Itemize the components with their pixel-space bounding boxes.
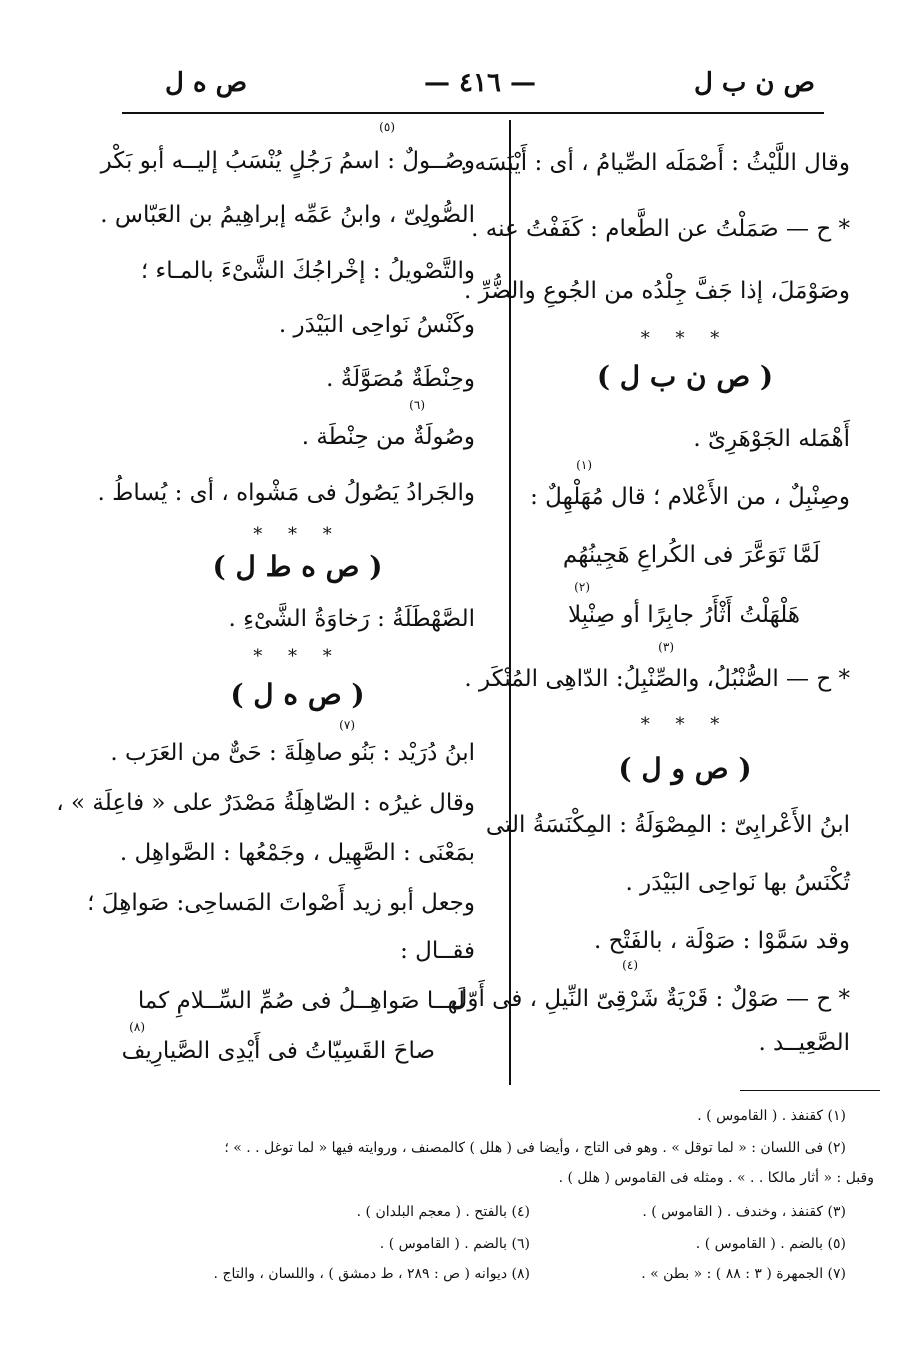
text-line: وقد سَمَّوْا : صَوْلَة ، بالفَتْح . xyxy=(594,928,850,954)
text-line: وصُــولٌ : اسمُ رَجُلٍ يُنْسَبُ إليــه أبو بَكْر xyxy=(100,148,475,174)
footnote-marker: (٤) xyxy=(622,958,638,972)
verse-line: هَلْهَلْتُ أَثْأَرُ جابِرًا أو صِنْبِلا xyxy=(567,602,800,628)
text-line: والتَّصْويلُ : إخْراجُكَ الشَّىْءَ بالمـاء ؛ xyxy=(140,258,475,284)
text-line: الصَّهْطَلَةُ : رَخاوَةُ الشَّىْءِ . xyxy=(228,606,475,632)
page-header xyxy=(120,68,820,108)
text-line: وحِنْطَةٌ مُصَوَّلَةٌ . xyxy=(326,366,475,392)
footnote-marker: (٣) xyxy=(658,640,674,654)
section-separator: * * * xyxy=(640,328,730,349)
footnote-rule xyxy=(740,1090,880,1091)
left-column xyxy=(56,120,475,1080)
right-column xyxy=(450,140,850,1080)
section-separator: * * * xyxy=(253,524,342,545)
text-line: وقال غيرُه : الصّاهِلَةُ مَصْدَرٌ على « فاعِلَة » ، xyxy=(56,790,475,816)
text-line: تُكْنَسُ بها نَواحِى البَيْدَر . xyxy=(625,870,850,896)
footnote: (٦) بالضم . ( القاموس ) . xyxy=(379,1236,530,1252)
footnote-marker: (٢) xyxy=(574,580,590,594)
text-line: * ح — الصُّنْبُلُ، والصِّنْبِلُ: الدّاهِى المُنْكَر . xyxy=(464,666,850,692)
verse-line: صاحَ القَسِيّاتُ فى أَيْدِى الصَّيارِيف xyxy=(121,1038,435,1064)
entry-heading: ( ص ه ط ل ) xyxy=(212,550,383,583)
footnote: (٢) فى اللسان : « لما توقل » . وهو فى التاج ، وأيضا فى ( هلل ) كالمصنف ، وروايته فيها « لما توغل . . » ؛ xyxy=(224,1140,846,1156)
text-line: * ح — صَمَلْتُ عن الطَّعام : كَفَفْتُ عنه . xyxy=(471,216,850,242)
text-line: ابنُ الأَعْرابِىّ : المِصْوَلَةُ : المِكْنَسَةُ التى xyxy=(485,812,850,838)
text-line: ابنُ دُرَيْد : بَنُو صاهِلَةَ : حَىٌّ من العَرَب . xyxy=(110,740,475,766)
text-line: وقال اللَّيْثُ : أَصْمَلَه الصِّيامُ ، أى : أَيْبَسَه . xyxy=(459,150,850,176)
verse-line: لَهــا صَواهِــلُ فى صُمِّ السِّــلامِ كما xyxy=(137,988,465,1014)
text-line: الصَّعِيــد . xyxy=(758,1030,850,1056)
text-line: أَهْمَله الجَوْهَرِىّ . xyxy=(693,426,850,452)
entry-heading: ( ص ن ب ل ) xyxy=(596,360,774,393)
footnote-marker: (٨) xyxy=(129,1020,145,1034)
text-line: وصِنْبِلٌ ، من الأَعْلام ؛ قال مُهَلْهِلٌ : xyxy=(530,484,850,510)
footnote: (٥) بالضم . ( القاموس ) . xyxy=(695,1236,846,1252)
header-left-root: ص ه ل xyxy=(165,68,248,98)
text-line: الصُّولِىّ ، وابنُ عَمِّه إبراهِيمُ بن العَبّاس . xyxy=(100,202,475,228)
footnote: (١) كقنفذ . ( القاموس ) . xyxy=(697,1108,846,1124)
header-rule xyxy=(122,112,824,114)
section-separator: * * * xyxy=(640,714,730,735)
text-line: فقــال : xyxy=(400,938,475,964)
text-line: والجَرادُ يَصُولُ فى مَشْواه ، أى : يُساطُ . xyxy=(97,480,475,506)
text-line: * ح — صَوْلٌ : قَرْيَةٌ شَرْقِىّ النِّيلِ ، فى أَوّل xyxy=(450,986,850,1012)
verse-line: لَمَّا تَوَعَّرَ فى الكُراعِ هَجِينُهُم xyxy=(562,542,820,568)
footnote: (٨) ديوانه ( ص : ٢٨٩ ، ط دمشق ) ، واللسان ، والتاج . xyxy=(213,1266,530,1282)
footnote: (٣) كقنفذ ، وخندف . ( القاموس ) . xyxy=(642,1204,846,1220)
text-line: وجعل أبو زيد أَصْواتَ المَساحِى: صَواهِلَ ؛ xyxy=(87,890,475,916)
footnote-marker: (١) xyxy=(576,458,592,472)
entry-heading: ( ص ه ل ) xyxy=(230,678,365,711)
header-right-root: ص ن ب ل xyxy=(693,68,815,98)
text-line: وصُولَةٌ من حِنْطَة . xyxy=(301,424,475,450)
text-line: وكَنْسُ نَواحِى البَيْدَر . xyxy=(278,312,475,338)
footnote-marker: (٦) xyxy=(409,398,425,412)
footnote: (٧) الجمهرة ( ٣ : ٨٨ ) : « بطن » . xyxy=(641,1266,846,1282)
footnote-marker: (٥) xyxy=(379,120,395,134)
section-separator: * * * xyxy=(253,646,342,667)
text-line: وصَوْمَلَ، إذا جَفَّ جِلْدُه من الجُوعِ والضُّرِّ . xyxy=(464,278,850,304)
entry-heading: ( ص و ل ) xyxy=(618,752,752,785)
footnote: وقبل : « أثار مالكا . . » . ومثله فى القاموس ( هلل ) . xyxy=(558,1170,874,1186)
footnote: (٤) بالفتح . ( معجم البلدان ) . xyxy=(356,1204,530,1220)
page-number: — ٤١٦ — xyxy=(423,68,537,98)
footnote-marker: (٧) xyxy=(339,718,355,732)
column-divider xyxy=(509,120,511,1085)
text-line: بمَعْنَى : الصَّهِيل ، وجَمْعُها : الصَّواهِل . xyxy=(119,840,475,866)
